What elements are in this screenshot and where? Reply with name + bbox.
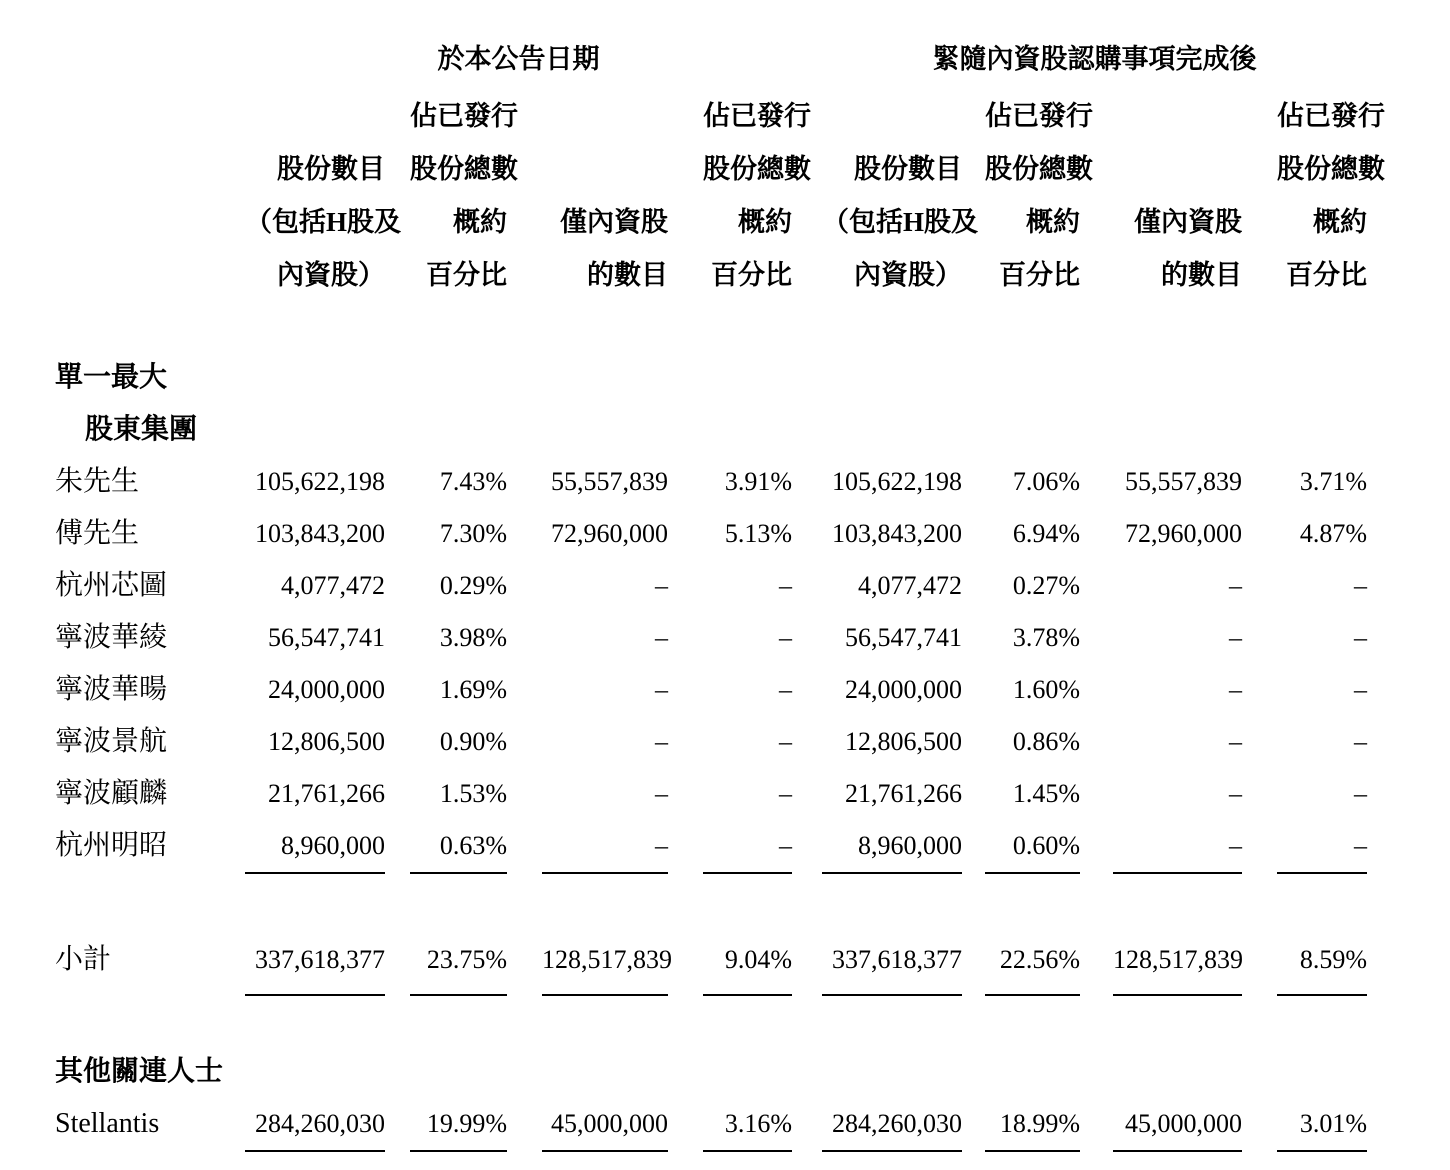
table-row (55, 508, 1450, 560)
cell-value: 3.98% (439, 623, 507, 652)
column-header-spacer (55, 92, 240, 302)
cell-value: – (1229, 779, 1242, 808)
cell-value: – (655, 571, 668, 600)
cell-value: – (1277, 820, 1367, 874)
cell-value: 55,557,839 (1125, 467, 1242, 496)
cell-value: – (1229, 727, 1242, 756)
cell-value: 1.60% (1012, 675, 1080, 704)
cell-value: 105,622,198 (832, 467, 962, 496)
table-row (55, 560, 1450, 612)
cell-value: 7.06% (1012, 467, 1080, 496)
column-header-row (55, 92, 1450, 302)
cell-value: – (1354, 779, 1367, 808)
section-title (55, 352, 1450, 456)
row-label: 杭州明昭 (55, 830, 168, 861)
cell-value: 0.63% (410, 820, 507, 874)
column-header-line: 概約 (1313, 207, 1367, 237)
cell-value: 8,960,000 (822, 820, 962, 874)
cell-value: 4,077,472 (281, 571, 385, 600)
cell-value: 3.16% (703, 1098, 792, 1152)
cell-value: 128,517,839 (1113, 934, 1242, 996)
section-title-line: 股東集團 (85, 414, 198, 445)
cell-value: 7.43% (439, 467, 507, 496)
column-header-line: 百分比 (999, 260, 1080, 290)
column-header-line: 股份總數 (1277, 154, 1385, 184)
row-label: 寧波顧麟 (55, 778, 168, 809)
cell-value: 56,547,741 (845, 623, 962, 652)
cell-value: – (779, 675, 792, 704)
cell-value: 337,618,377 (822, 934, 962, 996)
cell-value: 0.27% (1012, 571, 1080, 600)
column-header-line: 佔已發行 (410, 101, 518, 131)
column-header-line: 概約 (453, 207, 507, 237)
column-header-line: （包括H股及 (245, 207, 402, 237)
column-header-line: 內資股） (854, 260, 962, 290)
cell-value: 1.69% (439, 675, 507, 704)
table-row (55, 612, 1450, 664)
cell-value: 1.53% (439, 779, 507, 808)
table-row (55, 820, 1450, 874)
table-row (55, 716, 1450, 768)
cell-value: 103,843,200 (255, 519, 385, 548)
cell-value: 0.90% (439, 727, 507, 756)
row-label: 小計 (55, 944, 112, 975)
column-header-2 (410, 92, 518, 302)
cell-value: 8.59% (1277, 934, 1367, 996)
cell-value: 337,618,377 (245, 934, 385, 996)
row-label: 寧波華綾 (55, 622, 168, 653)
cell-value: – (779, 623, 792, 652)
cell-value: 12,806,500 (268, 727, 385, 756)
row-label: 朱先生 (55, 466, 140, 497)
cell-value: 4,077,472 (858, 571, 962, 600)
column-header-line: 佔已發行 (1277, 101, 1385, 131)
cell-value: 1.45% (1012, 779, 1080, 808)
column-header-line: 內資股） (277, 260, 385, 290)
cell-value: 22.56% (985, 934, 1080, 996)
cell-value: 284,260,030 (822, 1098, 962, 1152)
column-header-line: 股份總數 (410, 154, 518, 184)
section-title-line: 單一最大 (55, 362, 168, 393)
row-label: Stellantis (55, 1108, 160, 1139)
column-header-5 (822, 92, 979, 302)
column-header-line: 僅內資股 (560, 207, 668, 237)
cell-value: 7.30% (439, 519, 507, 548)
cell-value: 3.71% (1299, 467, 1367, 496)
table-row (55, 456, 1450, 508)
table-body (55, 352, 1450, 1152)
column-header-3 (542, 92, 668, 302)
cell-value: – (779, 571, 792, 600)
subtotal-row (55, 934, 1450, 996)
column-header-line: 的數目 (1161, 260, 1242, 290)
cell-value: – (1354, 623, 1367, 652)
cell-value: 0.29% (439, 571, 507, 600)
cell-value: – (1229, 623, 1242, 652)
cell-value: 55,557,839 (551, 467, 668, 496)
cell-value: – (655, 675, 668, 704)
cell-value: 3.78% (1012, 623, 1080, 652)
cell-value: – (1229, 571, 1242, 600)
cell-value: – (1113, 820, 1242, 874)
cell-value: 9.04% (703, 934, 792, 996)
cell-value: 103,843,200 (832, 519, 962, 548)
cell-value: – (1354, 675, 1367, 704)
cell-value: 19.99% (410, 1098, 507, 1152)
group-header-spacer (55, 42, 245, 76)
cell-value: – (655, 779, 668, 808)
table-row (55, 664, 1450, 716)
cell-value: – (1354, 727, 1367, 756)
cell-value: 45,000,000 (1113, 1098, 1242, 1152)
table-row (55, 768, 1450, 820)
column-header-1 (245, 92, 402, 302)
row-label: 寧波景航 (55, 726, 168, 757)
cell-value: 12,806,500 (845, 727, 962, 756)
column-header-line: 百分比 (1286, 260, 1367, 290)
cell-value: 21,761,266 (845, 779, 962, 808)
column-header-6 (985, 92, 1093, 302)
cell-value: 56,547,741 (268, 623, 385, 652)
column-header-line: 百分比 (711, 260, 792, 290)
column-header-line: 佔已發行 (703, 101, 811, 131)
cell-value: 45,000,000 (542, 1098, 668, 1152)
cell-value: 18.99% (985, 1098, 1080, 1152)
other-row (55, 1098, 1450, 1152)
column-header-line: 股份總數 (985, 154, 1093, 184)
column-header-line: 股份總數 (703, 154, 811, 184)
column-header-line: 百分比 (426, 260, 507, 290)
cell-value: 72,960,000 (1125, 519, 1242, 548)
cell-value: 8,960,000 (245, 820, 385, 874)
cell-value: – (1354, 571, 1367, 600)
cell-value: 72,960,000 (551, 519, 668, 548)
column-header-line: 佔已發行 (985, 101, 1093, 131)
cell-value: 24,000,000 (268, 675, 385, 704)
cell-value: – (779, 727, 792, 756)
cell-value: – (779, 779, 792, 808)
cell-value: 128,517,839 (542, 934, 668, 996)
cell-value: – (1229, 675, 1242, 704)
column-header-line: 概約 (738, 207, 792, 237)
cell-value: 284,260,030 (245, 1098, 385, 1152)
cell-value: – (655, 623, 668, 652)
cell-value: 0.86% (1012, 727, 1080, 756)
other-connected-persons-title: 其他關連人士 (55, 1056, 224, 1087)
group-header-row (55, 42, 1450, 76)
cell-value: 3.01% (1277, 1098, 1367, 1152)
group-header-as-of-announcement-date: 於本公告日期 (437, 44, 600, 74)
cell-value: 23.75% (410, 934, 507, 996)
row-label: 傅先生 (55, 518, 140, 549)
cell-value: 24,000,000 (845, 675, 962, 704)
cell-value: 6.94% (1012, 519, 1080, 548)
cell-value: 105,622,198 (255, 467, 385, 496)
column-header-7 (1113, 92, 1242, 302)
group-header-after-domestic-share-subscription: 緊隨內資股認購事項完成後 (932, 44, 1257, 74)
column-header-4 (703, 92, 811, 302)
row-label: 寧波華暘 (55, 674, 168, 705)
cell-value: – (542, 820, 668, 874)
cell-value: 5.13% (724, 519, 792, 548)
column-header-line: 股份數目 (277, 154, 385, 184)
column-header-line: 的數目 (587, 260, 668, 290)
cell-value: 0.60% (985, 820, 1080, 874)
column-header-line: 概約 (1026, 207, 1080, 237)
column-header-line: 僅內資股 (1134, 207, 1242, 237)
cell-value: 4.87% (1299, 519, 1367, 548)
column-header-line: （包括H股及 (822, 207, 979, 237)
cell-value: 3.91% (724, 467, 792, 496)
cell-value: – (655, 727, 668, 756)
column-header-line: 股份數目 (854, 154, 962, 184)
row-label: 杭州芯圖 (55, 570, 168, 601)
column-header-8 (1277, 92, 1385, 302)
cell-value: – (703, 820, 792, 874)
cell-value: 21,761,266 (268, 779, 385, 808)
